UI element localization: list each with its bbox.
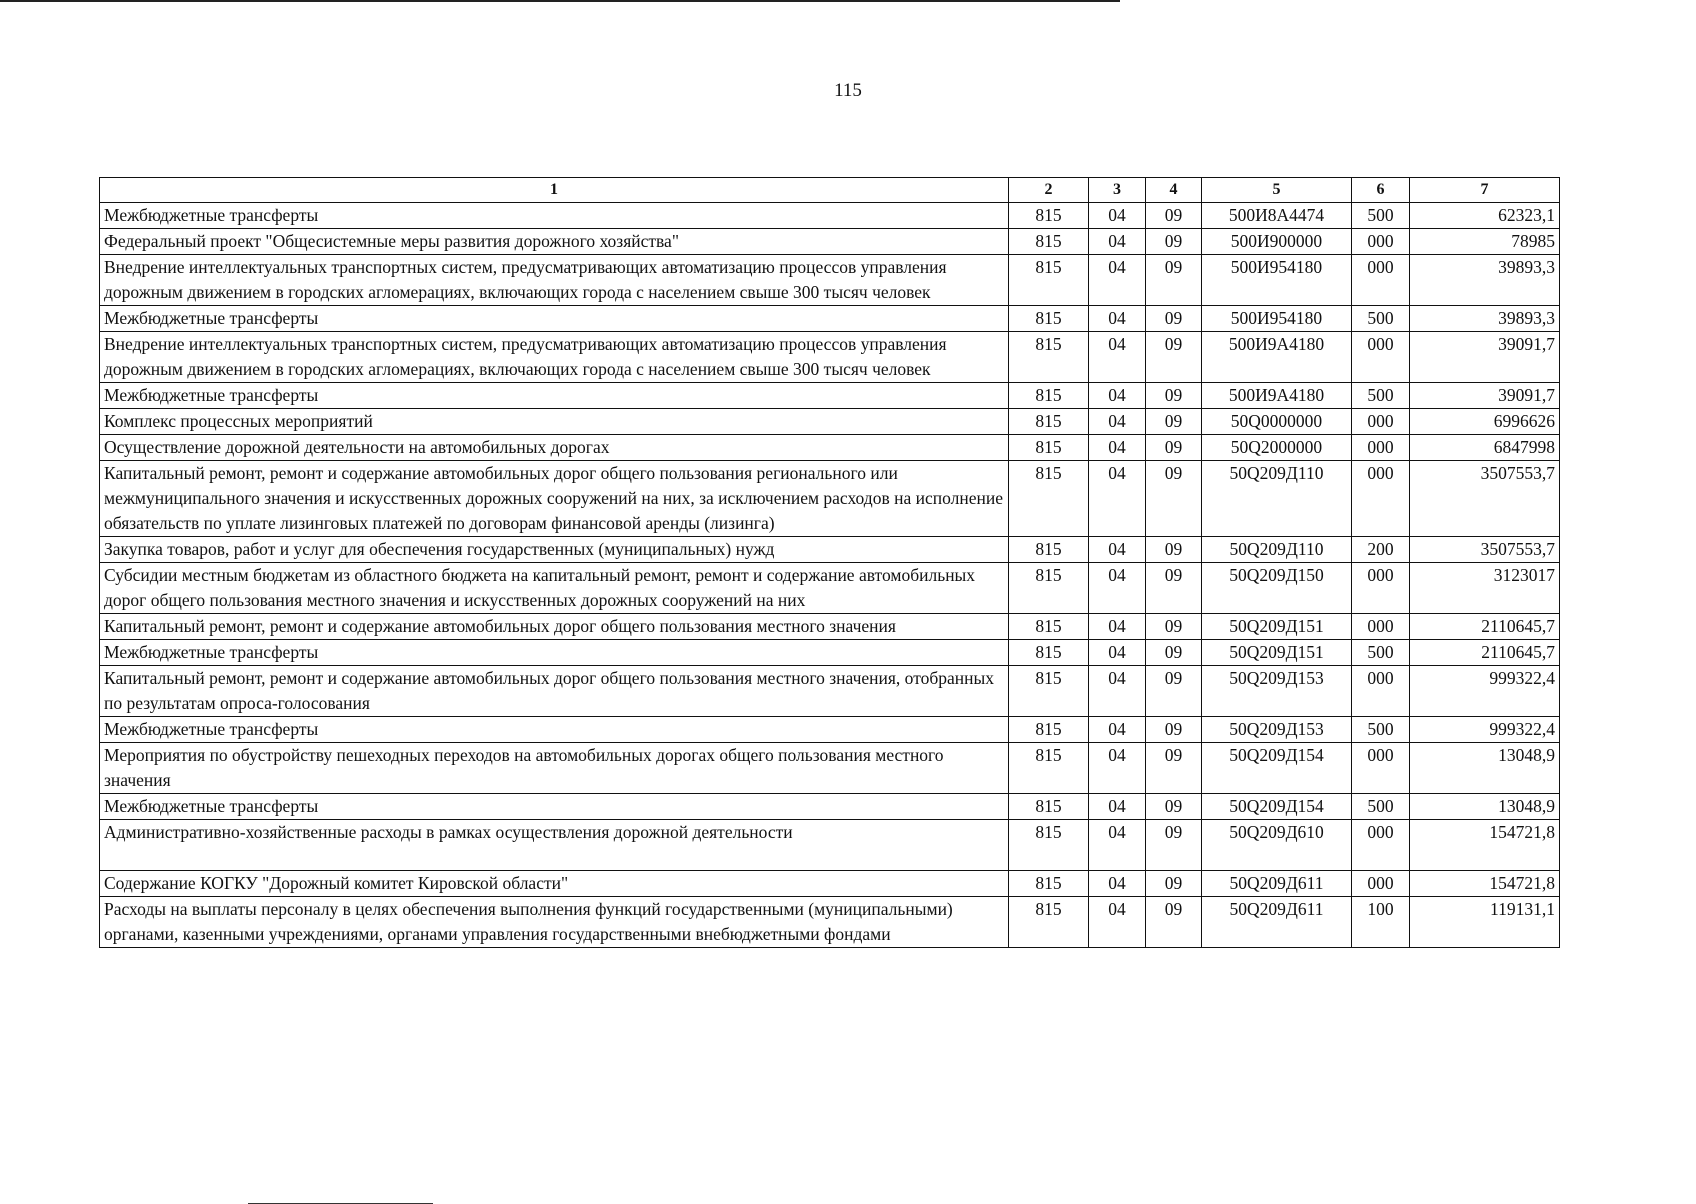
cell-expense-type: 100	[1352, 897, 1410, 948]
cell-amount: 3507553,7	[1410, 537, 1560, 563]
cell-expense-type: 500	[1352, 717, 1410, 743]
cell-target-article: 50Q2000000	[1202, 435, 1352, 461]
cell-grbs: 815	[1009, 794, 1089, 820]
table-row	[100, 640, 1560, 666]
cell-amount: 13048,9	[1410, 794, 1560, 820]
cell-target-article: 50Q209Д610	[1202, 820, 1352, 871]
col-header-2: 2	[1009, 178, 1089, 203]
cell-grbs: 815	[1009, 409, 1089, 435]
cell-target-article: 500И954180	[1202, 255, 1352, 306]
cell-expense-type: 000	[1352, 332, 1410, 383]
cell-subsection: 09	[1146, 614, 1202, 640]
cell-grbs: 815	[1009, 717, 1089, 743]
cell-subsection: 09	[1146, 563, 1202, 614]
row-name: Административно-хозяйственные расходы в рамках осуществления дорожной деятельности	[100, 820, 1009, 871]
cell-amount: 2110645,7	[1410, 640, 1560, 666]
table-row	[100, 255, 1560, 306]
cell-target-article: 50Q209Д151	[1202, 640, 1352, 666]
cell-grbs: 815	[1009, 203, 1089, 229]
cell-subsection: 09	[1146, 666, 1202, 717]
cell-grbs: 815	[1009, 229, 1089, 255]
cell-amount: 154721,8	[1410, 820, 1560, 871]
cell-target-article: 500И900000	[1202, 229, 1352, 255]
cell-amount: 6847998	[1410, 435, 1560, 461]
cell-grbs: 815	[1009, 332, 1089, 383]
cell-expense-type: 000	[1352, 614, 1410, 640]
row-name: Внедрение интеллектуальных транспортных систем, предусматривающих автоматизацию процессов управления дорожным движением в городских агломерациях, включающих города с населением свыше 300 тысяч человек	[100, 332, 1009, 383]
cell-grbs: 815	[1009, 383, 1089, 409]
row-name: Комплекс процессных мероприятий	[100, 409, 1009, 435]
cell-target-article: 500И9А4180	[1202, 383, 1352, 409]
cell-target-article: 50Q0000000	[1202, 409, 1352, 435]
cell-subsection: 09	[1146, 409, 1202, 435]
cell-section: 04	[1089, 717, 1146, 743]
table-row	[100, 897, 1560, 948]
top-rule	[0, 0, 1120, 2]
table-row	[100, 666, 1560, 717]
cell-grbs: 815	[1009, 306, 1089, 332]
row-name: Содержание КОГКУ "Дорожный комитет Кировской области"	[100, 871, 1009, 897]
row-name: Межбюджетные трансферты	[100, 203, 1009, 229]
cell-target-article: 50Q209Д154	[1202, 743, 1352, 794]
cell-subsection: 09	[1146, 255, 1202, 306]
cell-grbs: 815	[1009, 537, 1089, 563]
table-row	[100, 461, 1560, 537]
cell-expense-type: 500	[1352, 203, 1410, 229]
cell-subsection: 09	[1146, 743, 1202, 794]
cell-section: 04	[1089, 332, 1146, 383]
cell-target-article: 50Q209Д611	[1202, 871, 1352, 897]
cell-section: 04	[1089, 306, 1146, 332]
page-number: 115	[834, 80, 862, 101]
cell-target-article: 500И8А4474	[1202, 203, 1352, 229]
cell-subsection: 09	[1146, 332, 1202, 383]
cell-target-article: 50Q209Д611	[1202, 897, 1352, 948]
cell-target-article: 50Q209Д153	[1202, 666, 1352, 717]
cell-section: 04	[1089, 666, 1146, 717]
cell-amount: 999322,4	[1410, 666, 1560, 717]
cell-grbs: 815	[1009, 255, 1089, 306]
row-name: Капитальный ремонт, ремонт и содержание автомобильных дорог общего пользования местного значения	[100, 614, 1009, 640]
cell-expense-type: 000	[1352, 255, 1410, 306]
row-name: Межбюджетные трансферты	[100, 640, 1009, 666]
cell-expense-type: 000	[1352, 563, 1410, 614]
cell-subsection: 09	[1146, 461, 1202, 537]
table-body	[100, 203, 1560, 948]
cell-grbs: 815	[1009, 563, 1089, 614]
cell-amount: 2110645,7	[1410, 614, 1560, 640]
cell-subsection: 09	[1146, 871, 1202, 897]
cell-target-article: 50Q209Д110	[1202, 537, 1352, 563]
cell-amount: 6996626	[1410, 409, 1560, 435]
table-row	[100, 717, 1560, 743]
cell-subsection: 09	[1146, 306, 1202, 332]
cell-expense-type: 000	[1352, 229, 1410, 255]
table-row	[100, 229, 1560, 255]
cell-target-article: 50Q209Д154	[1202, 794, 1352, 820]
cell-section: 04	[1089, 794, 1146, 820]
cell-subsection: 09	[1146, 537, 1202, 563]
cell-subsection: 09	[1146, 229, 1202, 255]
cell-grbs: 815	[1009, 666, 1089, 717]
table-row	[100, 306, 1560, 332]
row-name: Расходы на выплаты персоналу в целях обеспечения выполнения функций государственными (муниципальными) органами, казенными учреждениями, органами управления государственными внебюджетными фондами	[100, 897, 1009, 948]
cell-section: 04	[1089, 255, 1146, 306]
row-name: Закупка товаров, работ и услуг для обеспечения государственных (муниципальных) нужд	[100, 537, 1009, 563]
cell-section: 04	[1089, 743, 1146, 794]
table-row	[100, 820, 1560, 871]
cell-section: 04	[1089, 461, 1146, 537]
cell-subsection: 09	[1146, 717, 1202, 743]
cell-grbs: 815	[1009, 435, 1089, 461]
cell-subsection: 09	[1146, 203, 1202, 229]
cell-target-article: 50Q209Д150	[1202, 563, 1352, 614]
cell-amount: 3123017	[1410, 563, 1560, 614]
cell-amount: 39893,3	[1410, 255, 1560, 306]
table-row	[100, 743, 1560, 794]
cell-amount: 62323,1	[1410, 203, 1560, 229]
cell-expense-type: 000	[1352, 820, 1410, 871]
cell-expense-type: 500	[1352, 794, 1410, 820]
table-row	[100, 794, 1560, 820]
cell-section: 04	[1089, 409, 1146, 435]
cell-subsection: 09	[1146, 897, 1202, 948]
table-row	[100, 871, 1560, 897]
cell-target-article: 50Q209Д153	[1202, 717, 1352, 743]
col-header-5: 5	[1202, 178, 1352, 203]
col-header-4: 4	[1146, 178, 1202, 203]
col-header-6: 6	[1352, 178, 1410, 203]
cell-expense-type: 000	[1352, 461, 1410, 537]
table-row	[100, 383, 1560, 409]
cell-amount: 119131,1	[1410, 897, 1560, 948]
row-name: Субсидии местным бюджетам из областного бюджета на капитальный ремонт, ремонт и содержание автомобильных дорог общего пользования местного значения и искусственных дорожных сооружений на них	[100, 563, 1009, 614]
cell-expense-type: 000	[1352, 871, 1410, 897]
table-row	[100, 435, 1560, 461]
row-name: Межбюджетные трансферты	[100, 306, 1009, 332]
cell-subsection: 09	[1146, 435, 1202, 461]
cell-section: 04	[1089, 871, 1146, 897]
cell-expense-type: 500	[1352, 383, 1410, 409]
cell-subsection: 09	[1146, 820, 1202, 871]
cell-section: 04	[1089, 897, 1146, 948]
cell-section: 04	[1089, 537, 1146, 563]
cell-target-article: 50Q209Д110	[1202, 461, 1352, 537]
cell-grbs: 815	[1009, 820, 1089, 871]
table-row	[100, 563, 1560, 614]
budget-table-container	[99, 177, 1560, 948]
col-header-1: 1	[100, 178, 1009, 203]
cell-subsection: 09	[1146, 383, 1202, 409]
cell-section: 04	[1089, 435, 1146, 461]
cell-section: 04	[1089, 614, 1146, 640]
cell-section: 04	[1089, 203, 1146, 229]
table-row	[100, 203, 1560, 229]
col-header-3: 3	[1089, 178, 1146, 203]
cell-amount: 78985	[1410, 229, 1560, 255]
cell-expense-type: 500	[1352, 640, 1410, 666]
cell-amount: 39091,7	[1410, 383, 1560, 409]
cell-amount: 999322,4	[1410, 717, 1560, 743]
cell-amount: 3507553,7	[1410, 461, 1560, 537]
row-name: Мероприятия по обустройству пешеходных переходов на автомобильных дорогах общего пользования местного значения	[100, 743, 1009, 794]
row-name: Федеральный проект "Общесистемные меры развития дорожного хозяйства"	[100, 229, 1009, 255]
cell-target-article: 500И954180	[1202, 306, 1352, 332]
cell-expense-type: 000	[1352, 435, 1410, 461]
col-header-7: 7	[1410, 178, 1560, 203]
cell-expense-type: 500	[1352, 306, 1410, 332]
row-name: Капитальный ремонт, ремонт и содержание автомобильных дорог общего пользования местного значения, отобранных по результатам опроса-голосования	[100, 666, 1009, 717]
cell-section: 04	[1089, 563, 1146, 614]
cell-expense-type: 000	[1352, 666, 1410, 717]
cell-subsection: 09	[1146, 794, 1202, 820]
cell-grbs: 815	[1009, 897, 1089, 948]
cell-section: 04	[1089, 229, 1146, 255]
row-name: Межбюджетные трансферты	[100, 383, 1009, 409]
cell-target-article: 500И9А4180	[1202, 332, 1352, 383]
cell-target-article: 50Q209Д151	[1202, 614, 1352, 640]
cell-grbs: 815	[1009, 614, 1089, 640]
table-row	[100, 409, 1560, 435]
row-name: Осуществление дорожной деятельности на автомобильных дорогах	[100, 435, 1009, 461]
cell-grbs: 815	[1009, 743, 1089, 794]
table-row	[100, 537, 1560, 563]
cell-grbs: 815	[1009, 461, 1089, 537]
cell-amount: 154721,8	[1410, 871, 1560, 897]
budget-table	[99, 177, 1560, 948]
row-name: Внедрение интеллектуальных транспортных систем, предусматривающих автоматизацию процессов управления дорожным движением в городских агломерациях, включающих города с населением свыше 300 тысяч человек	[100, 255, 1009, 306]
cell-section: 04	[1089, 640, 1146, 666]
table-row	[100, 614, 1560, 640]
cell-grbs: 815	[1009, 871, 1089, 897]
cell-section: 04	[1089, 820, 1146, 871]
cell-grbs: 815	[1009, 640, 1089, 666]
row-name: Межбюджетные трансферты	[100, 717, 1009, 743]
header-row	[100, 178, 1560, 203]
row-name: Капитальный ремонт, ремонт и содержание автомобильных дорог общего пользования регионального или межмуниципального значения и искусственных дорожных сооружений на них, за исключением расходов на исполнение обязательств по уплате лизинговых платежей по договорам финансовой аренды (лизинга)	[100, 461, 1009, 537]
row-name: Межбюджетные трансферты	[100, 794, 1009, 820]
cell-expense-type: 000	[1352, 409, 1410, 435]
cell-amount: 13048,9	[1410, 743, 1560, 794]
cell-section: 04	[1089, 383, 1146, 409]
cell-amount: 39893,3	[1410, 306, 1560, 332]
cell-amount: 39091,7	[1410, 332, 1560, 383]
table-row	[100, 332, 1560, 383]
cell-expense-type: 000	[1352, 743, 1410, 794]
cell-subsection: 09	[1146, 640, 1202, 666]
cell-expense-type: 200	[1352, 537, 1410, 563]
